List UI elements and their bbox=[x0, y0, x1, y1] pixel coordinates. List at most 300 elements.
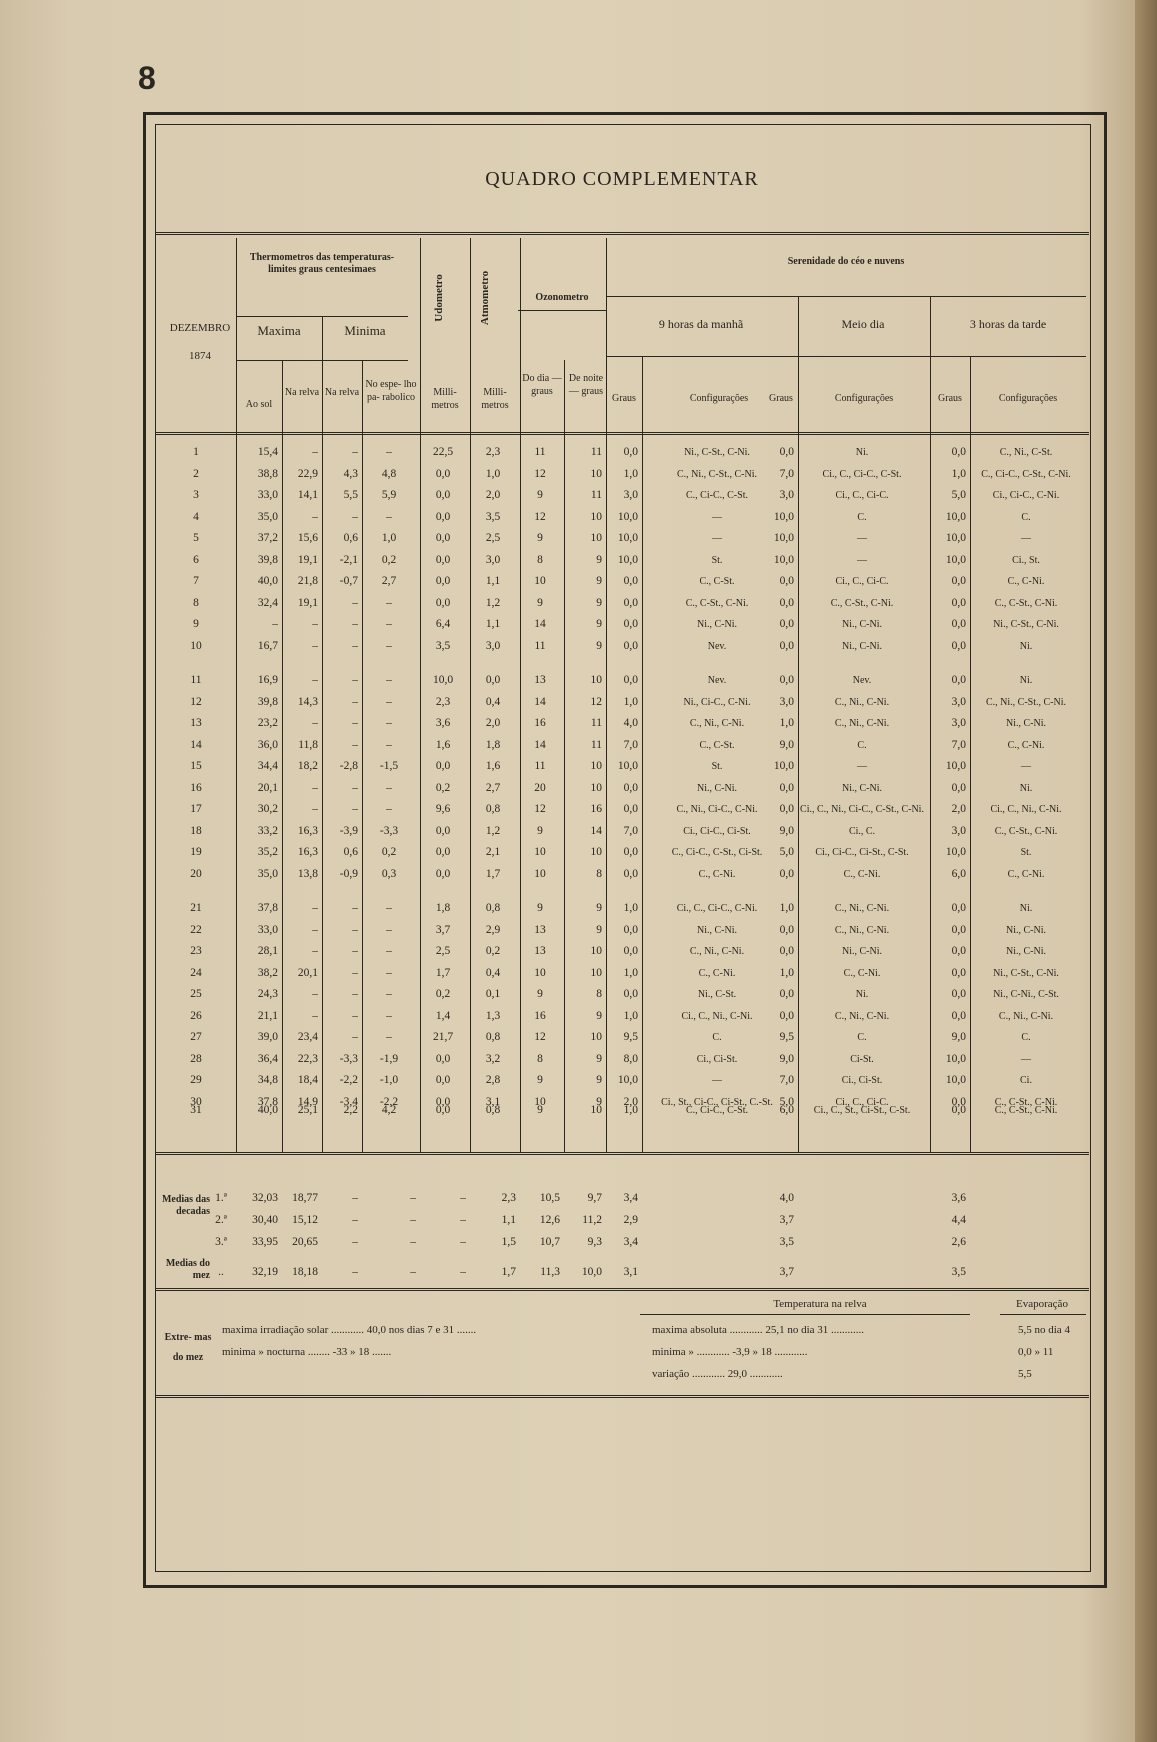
cell-na-relva-min: 2,2 bbox=[343, 1104, 358, 1116]
cell-udometro: 2,5 bbox=[435, 945, 451, 957]
cell-graus-3h: 9,0 bbox=[951, 1031, 966, 1043]
cell-na-relva-max: 22,3 bbox=[297, 1052, 318, 1065]
cell-udometro: 0,2 bbox=[435, 781, 451, 794]
cell-graus-12h: 10,0 bbox=[773, 553, 794, 566]
cell-day: 11 bbox=[190, 674, 202, 686]
cell-config-3h: — bbox=[1021, 533, 1031, 544]
cell-ao-sol: 35,0 bbox=[257, 867, 278, 880]
cell-atmometro: 0,2 bbox=[485, 945, 501, 957]
cell-atmometro: 0,8 bbox=[485, 1031, 501, 1043]
cell-config-9h: Ni., C-St., C-Ni. bbox=[684, 447, 750, 458]
cell-graus-12h: 9,0 bbox=[779, 824, 794, 837]
cell-na-relva-max: – bbox=[312, 945, 318, 957]
cell-graus-9h: 0,0 bbox=[623, 803, 638, 815]
cell-graus-9h: 10,0 bbox=[617, 532, 638, 544]
cell-graus-3h: 0,0 bbox=[951, 618, 966, 630]
cell-config-3h: C. bbox=[1021, 1032, 1031, 1043]
cell-ozono-dia: 14 bbox=[534, 695, 546, 708]
milli-atmo-header: Milli- metros bbox=[481, 387, 509, 411]
cell-graus-12h: 10,0 bbox=[773, 510, 794, 523]
cell-ozono-dia: 10 bbox=[534, 1095, 546, 1108]
cell-na-relva-max: 25,1 bbox=[297, 1104, 318, 1116]
medias-cell-udometro: – bbox=[460, 1236, 466, 1248]
cell-na-relva-min: – bbox=[352, 781, 358, 794]
cell-graus-9h: 9,5 bbox=[623, 1031, 638, 1043]
cell-na-relva-min: – bbox=[352, 945, 358, 957]
cell-no-espelho: -3,3 bbox=[379, 824, 399, 837]
cell-graus-3h: 0,0 bbox=[951, 674, 966, 686]
cell-day: 8 bbox=[193, 596, 199, 609]
cell-day: 17 bbox=[190, 803, 202, 815]
cell-ozono-noite: 11 bbox=[590, 446, 602, 458]
cell-config-3h: Ni., C-Ni. bbox=[1006, 946, 1046, 957]
cell-ozono-noite: 16 bbox=[590, 803, 602, 815]
cell-config-12h: — bbox=[857, 554, 867, 566]
cell-graus-9h: 1,0 bbox=[623, 1009, 638, 1022]
cell-config-9h: Ni., C-Ni. bbox=[697, 924, 737, 936]
medias-cell-na-relva-max: 15,12 bbox=[292, 1214, 318, 1226]
cell-day: 10 bbox=[190, 639, 202, 652]
rule bbox=[606, 356, 1086, 357]
cell-na-relva-min: 5,5 bbox=[343, 489, 358, 501]
cell-no-espelho: 1,0 bbox=[381, 532, 397, 544]
cell-na-relva-max: 13,8 bbox=[297, 867, 318, 880]
cell-ozono-noite: 10 bbox=[590, 1031, 602, 1043]
cell-na-relva-max: – bbox=[312, 639, 318, 652]
cell-na-relva-max: – bbox=[312, 674, 318, 686]
cell-na-relva-max: 19,1 bbox=[297, 553, 318, 566]
cell-ozono-dia: 10 bbox=[534, 966, 546, 979]
cell-ozono-noite: 9 bbox=[596, 1052, 602, 1065]
cell-ozono-noite: 12 bbox=[590, 695, 602, 708]
cell-graus-9h: 0,0 bbox=[623, 988, 638, 1000]
cell-na-relva-min: – bbox=[352, 988, 358, 1000]
udometro-header: Udometro bbox=[433, 274, 445, 322]
cell-config-3h: C., C-St., C-Ni. bbox=[994, 1105, 1058, 1116]
header-top-rule bbox=[155, 232, 1089, 235]
cell-day: 22 bbox=[190, 923, 202, 936]
cell-no-espelho: – bbox=[386, 717, 392, 729]
extremes-line2: minima » nocturna ........ -33 » 18 ....... bbox=[222, 1346, 392, 1358]
cell-graus-12h: 0,0 bbox=[779, 446, 794, 458]
cell-graus-9h: 2,0 bbox=[623, 1095, 638, 1108]
cell-ozono-dia: 13 bbox=[534, 945, 546, 957]
cell-graus-9h: 10,0 bbox=[617, 553, 638, 566]
cell-ao-sol: 38,2 bbox=[257, 966, 278, 979]
cell-atmometro: 2,3 bbox=[485, 446, 501, 458]
cell-graus-12h: 5,0 bbox=[779, 1095, 794, 1108]
cell-na-relva-min: – bbox=[352, 639, 358, 652]
cell-ozono-dia: 9 bbox=[537, 1074, 543, 1086]
cell-ozono-dia: 9 bbox=[537, 988, 543, 1000]
graus-9h-header: Graus bbox=[612, 393, 636, 404]
cell-day: 26 bbox=[190, 1009, 202, 1022]
medias-cell-no-espelho: – bbox=[410, 1236, 416, 1248]
cell-ozono-noite: 9 bbox=[596, 1009, 602, 1022]
header-bottom-rule bbox=[155, 432, 1089, 435]
cell-graus-9h: 0,0 bbox=[623, 575, 638, 587]
cell-graus-9h: 4,0 bbox=[623, 717, 638, 729]
medias-mez-label: Medias do mez bbox=[165, 1258, 210, 1281]
cell-day: 4 bbox=[193, 510, 199, 523]
cell-config-12h: Ci., Ci-St. bbox=[841, 1075, 883, 1086]
cell-ozono-noite: 14 bbox=[590, 824, 602, 837]
cell-graus-12h: 3,0 bbox=[779, 489, 794, 501]
cell-atmometro: 3,5 bbox=[485, 510, 501, 523]
cell-na-relva-min: -0,7 bbox=[339, 575, 358, 587]
cell-graus-3h: 0,0 bbox=[951, 988, 966, 1000]
cell-ozono-dia: 12 bbox=[534, 803, 546, 815]
cell-config-12h: C., Ni., C-Ni. bbox=[834, 696, 890, 708]
cell-ozono-dia: 20 bbox=[534, 781, 546, 794]
page-number: 8 bbox=[138, 60, 156, 96]
medias-cell-udometro: – bbox=[460, 1192, 466, 1204]
cell-na-relva-min: – bbox=[352, 803, 358, 815]
cell-config-9h: C. bbox=[712, 1032, 722, 1043]
cell-udometro: 0,2 bbox=[435, 988, 451, 1000]
cell-udometro: 3,7 bbox=[435, 923, 451, 936]
ao-sol-header: Ao sol bbox=[245, 399, 273, 410]
cell-graus-12h: 0,0 bbox=[779, 639, 794, 652]
cell-graus-12h: 1,0 bbox=[779, 717, 794, 729]
medias-cell-na-relva-min: – bbox=[352, 1236, 358, 1248]
cell-ozono-dia: 11 bbox=[534, 446, 546, 458]
cell-ao-sol: 40,0 bbox=[257, 575, 278, 587]
cell-no-espelho: – bbox=[386, 738, 392, 751]
medias-decadas-label: Medias das decadas bbox=[161, 1194, 210, 1217]
cell-graus-3h: 0,0 bbox=[951, 1095, 966, 1108]
rule bbox=[640, 1314, 970, 1315]
cell-graus-3h: 0,0 bbox=[951, 596, 966, 609]
cell-na-relva-max: 11,8 bbox=[298, 738, 318, 751]
days-bottom-rule bbox=[155, 1152, 1089, 1155]
cell-na-relva-max: – bbox=[312, 923, 318, 936]
cell-atmometro: 2,0 bbox=[485, 489, 501, 501]
cell-atmometro: 1,0 bbox=[485, 467, 501, 480]
thermo-group-header: Thermometros das temperaturas-limites graus centesimaes bbox=[249, 252, 395, 275]
cell-na-relva-min: – bbox=[352, 1031, 358, 1043]
cell-graus-9h: 1,0 bbox=[623, 695, 638, 708]
medias-cell-graus-12h: 3,7 bbox=[779, 1214, 794, 1226]
extremes-line3-b: variação ............ 29,0 ............ bbox=[652, 1368, 783, 1380]
cell-config-3h: C., C-St., C-Ni. bbox=[994, 1096, 1058, 1108]
cell-atmometro: 1,6 bbox=[485, 760, 501, 772]
cell-day: 20 bbox=[190, 867, 202, 880]
cell-config-3h: C. bbox=[1021, 511, 1031, 523]
cell-config-9h: C., C-St. bbox=[699, 739, 735, 751]
cell-graus-3h: 10,0 bbox=[945, 1074, 966, 1086]
cell-config-3h: Ni. bbox=[1019, 903, 1033, 914]
cell-graus-9h: 10,0 bbox=[617, 510, 638, 523]
cell-udometro: 0,0 bbox=[435, 467, 451, 480]
cell-na-relva-min: 0,6 bbox=[343, 532, 358, 544]
cell-config-3h: Ni., C-Ni. bbox=[1006, 718, 1046, 729]
cell-no-espelho: – bbox=[386, 695, 392, 708]
extremes-line3-c: 5,5 bbox=[1018, 1368, 1032, 1380]
medias-cell-atmometro: 2,3 bbox=[501, 1192, 516, 1204]
cell-ozono-noite: 9 bbox=[596, 1095, 602, 1108]
cell-config-12h: C., Ni., C-Ni. bbox=[834, 1010, 890, 1022]
cell-config-3h: — bbox=[1021, 761, 1031, 772]
cell-config-9h: Ni., C-Ni. bbox=[697, 619, 737, 630]
cell-graus-3h: 10,0 bbox=[945, 510, 966, 523]
cell-day: 3 bbox=[193, 489, 199, 501]
cell-config-9h: Ci., St., Ci-C., Ci-St., C.-St. bbox=[661, 1096, 773, 1108]
cell-graus-3h: 0,0 bbox=[951, 575, 966, 587]
cell-graus-9h: 3,0 bbox=[623, 489, 638, 501]
cell-day: 27 bbox=[190, 1031, 202, 1043]
cell-atmometro: 1,2 bbox=[485, 596, 501, 609]
cell-na-relva-max: 16,3 bbox=[297, 824, 318, 837]
cell-no-espelho: – bbox=[386, 988, 392, 1000]
cell-config-3h: Ni., C-St., C-Ni. bbox=[993, 967, 1059, 979]
cell-config-9h: C., Ni., Ci-C., C-Ni. bbox=[676, 804, 758, 815]
ozonometro-header: Ozonometro bbox=[535, 292, 589, 303]
cell-config-12h: Ci., C., Ci-C. bbox=[835, 1096, 889, 1108]
medias-cell-na-relva-min: – bbox=[352, 1192, 358, 1204]
cell-no-espelho: – bbox=[386, 902, 392, 914]
cell-ozono-noite: 10 bbox=[590, 781, 602, 794]
rule bbox=[606, 296, 1086, 297]
cell-day: 29 bbox=[190, 1074, 202, 1086]
medias-cell-graus-9h: 3,4 bbox=[623, 1192, 638, 1204]
cell-config-3h: Ni., C-Ni. bbox=[1006, 924, 1046, 936]
medias-cell-graus-3h: 3,5 bbox=[951, 1266, 966, 1278]
medias-cell-graus-3h: 4,4 bbox=[951, 1214, 966, 1226]
medias-cell-graus-9h: 3,1 bbox=[623, 1266, 638, 1278]
cell-ozono-dia: 10 bbox=[534, 846, 546, 858]
cell-udometro: 3,5 bbox=[435, 639, 451, 652]
cell-ozono-dia: 9 bbox=[537, 824, 543, 837]
medias-cell-ao-sol: 30,40 bbox=[252, 1214, 278, 1226]
cell-na-relva-min: – bbox=[352, 596, 358, 609]
cell-day: 5 bbox=[193, 532, 199, 544]
cell-no-espelho: -1,9 bbox=[379, 1052, 399, 1065]
cell-config-12h: Ni., C-Ni. bbox=[842, 782, 882, 794]
medias-cell-ozono-noite: 11,2 bbox=[582, 1214, 602, 1226]
cell-config-3h: Ni. bbox=[1019, 782, 1033, 794]
cell-config-9h: C., C-Ni. bbox=[698, 868, 736, 880]
extremes-line1-b: maxima absoluta ............ 25,1 no dia 31 ............ bbox=[652, 1324, 865, 1336]
cell-ao-sol: 16,7 bbox=[257, 639, 278, 652]
cell-ozono-noite: 9 bbox=[596, 553, 602, 566]
cell-ozono-dia: 13 bbox=[534, 674, 546, 686]
rule bbox=[518, 310, 606, 311]
cell-config-9h: Ci., Ci-St. bbox=[696, 1053, 738, 1065]
cell-ozono-noite: 11 bbox=[590, 738, 602, 751]
maxima-header: Maxima bbox=[257, 323, 301, 338]
graus-3h-header: Graus bbox=[938, 393, 962, 404]
cell-udometro: 3,6 bbox=[435, 717, 451, 729]
cell-na-relva-max: 16,3 bbox=[297, 846, 318, 858]
cell-graus-12h: 9,5 bbox=[779, 1031, 794, 1043]
cell-atmometro: 0,4 bbox=[485, 695, 501, 708]
cell-config-9h: St. bbox=[711, 554, 723, 566]
cell-udometro: 0,0 bbox=[435, 489, 451, 501]
cell-atmometro: 1,1 bbox=[485, 618, 501, 630]
cell-na-relva-max: 19,1 bbox=[297, 596, 318, 609]
cell-config-3h: — bbox=[1021, 1053, 1031, 1065]
cell-ao-sol: 16,9 bbox=[257, 674, 278, 686]
cell-ao-sol: 36,0 bbox=[257, 738, 278, 751]
cell-na-relva-min: – bbox=[352, 902, 358, 914]
medias-cell-udometro: – bbox=[460, 1214, 466, 1226]
cell-graus-12h: 9,0 bbox=[779, 738, 794, 751]
cell-day: 15 bbox=[190, 760, 202, 772]
cell-ozono-noite: 11 bbox=[590, 489, 602, 501]
config-9h-header: Configurações bbox=[689, 393, 749, 404]
cell-na-relva-max: 18,4 bbox=[297, 1074, 318, 1086]
cell-na-relva-max: – bbox=[312, 988, 318, 1000]
cell-ozono-noite: 9 bbox=[596, 618, 602, 630]
cell-graus-9h: 0,0 bbox=[623, 923, 638, 936]
config-12h-header: Configurações bbox=[834, 393, 894, 404]
cell-config-12h: C., C-St., C-Ni. bbox=[830, 597, 894, 609]
cell-ozono-dia: 13 bbox=[534, 923, 546, 936]
cell-config-12h: Ci., C., Ni., Ci-C., C-St., C-Ni. bbox=[800, 804, 924, 815]
cell-day: 28 bbox=[190, 1052, 202, 1065]
cell-udometro: 1,7 bbox=[435, 966, 451, 979]
cell-config-3h: C., C-St., C-Ni. bbox=[994, 597, 1058, 609]
cell-no-espelho: – bbox=[386, 1009, 392, 1022]
cell-graus-3h: 0,0 bbox=[951, 781, 966, 794]
cell-graus-9h: 8,0 bbox=[623, 1052, 638, 1065]
cell-na-relva-min: -2,2 bbox=[339, 1074, 358, 1086]
tres-horas-header: 3 horas da tarde bbox=[969, 317, 1047, 331]
cell-atmometro: 3,0 bbox=[485, 553, 501, 566]
extremes-line2-b: minima » ............ -3,9 » 18 ............ bbox=[652, 1346, 808, 1358]
cell-ao-sol: 33,0 bbox=[257, 489, 278, 501]
cell-config-9h: C., Ni., C-Ni. bbox=[689, 718, 745, 729]
cell-graus-3h: 0,0 bbox=[951, 945, 966, 957]
cell-no-espelho: -1,0 bbox=[379, 1074, 399, 1086]
cell-ao-sol: 34,8 bbox=[257, 1074, 278, 1086]
cell-config-12h: Ni., C-Ni. bbox=[842, 946, 882, 957]
cell-config-3h: Ni. bbox=[1019, 675, 1033, 686]
cell-day: 23 bbox=[190, 945, 202, 957]
cell-graus-12h: 7,0 bbox=[779, 467, 794, 480]
cell-udometro: 0,0 bbox=[435, 1074, 451, 1086]
cell-ao-sol: 37,8 bbox=[257, 902, 278, 914]
na-relva-min-header: Na relva bbox=[324, 387, 360, 398]
cell-day: 24 bbox=[190, 966, 202, 979]
cell-graus-12h: 0,0 bbox=[779, 1009, 794, 1022]
cell-config-9h: Ci., C., Ci-C., C-Ni. bbox=[676, 903, 758, 914]
cell-udometro: 0,0 bbox=[435, 510, 451, 523]
cell-config-3h: Ni., C-Ni., C-St. bbox=[993, 989, 1059, 1000]
cell-ao-sol: 30,2 bbox=[257, 803, 278, 815]
cell-graus-3h: 10,0 bbox=[945, 846, 966, 858]
cell-atmometro: 0,1 bbox=[485, 988, 501, 1000]
medias-bottom-rule bbox=[155, 1288, 1089, 1291]
cell-config-9h: C., C-Ni. bbox=[698, 967, 736, 979]
cell-config-12h: Ni. bbox=[855, 447, 869, 458]
cell-udometro: 0,0 bbox=[435, 846, 451, 858]
cell-na-relva-max: – bbox=[312, 902, 318, 914]
cell-na-relva-min: – bbox=[352, 618, 358, 630]
cell-graus-12h: 0,0 bbox=[779, 674, 794, 686]
cell-atmometro: 2,8 bbox=[485, 1074, 501, 1086]
cell-graus-12h: 3,0 bbox=[779, 695, 794, 708]
do-dia-header: Do dia — graus bbox=[522, 373, 562, 397]
cell-config-3h: C., Ni., C-St. bbox=[999, 447, 1053, 458]
cell-no-espelho: – bbox=[386, 1031, 392, 1043]
cell-atmometro: 1,1 bbox=[485, 575, 501, 587]
medias-cell-udometro: – bbox=[460, 1266, 466, 1278]
medias-cell-no-espelho: – bbox=[410, 1266, 416, 1278]
cell-na-relva-min: 0,6 bbox=[343, 846, 358, 858]
cell-na-relva-min: – bbox=[352, 446, 358, 458]
cell-config-3h: C., Ci-C., C-St., C-Ni. bbox=[981, 468, 1071, 480]
table-title: QUADRO COMPLEMENTAR bbox=[485, 168, 759, 190]
cell-config-9h: C., Ci-C., C-St., Ci-St. bbox=[671, 847, 763, 858]
cell-config-12h: Ni., C-Ni. bbox=[842, 619, 882, 630]
cell-ozono-noite: 9 bbox=[596, 575, 602, 587]
cell-day: 6 bbox=[193, 553, 199, 566]
temp-relva-header: Temperatura na relva bbox=[773, 1298, 867, 1310]
cell-ozono-dia: 11 bbox=[534, 639, 546, 652]
cell-graus-3h: 0,0 bbox=[951, 639, 966, 652]
cell-ozono-noite: 8 bbox=[596, 988, 602, 1000]
cell-ozono-dia: 14 bbox=[534, 618, 546, 630]
cell-atmometro: 2,5 bbox=[485, 532, 501, 544]
cell-ao-sol: 39,0 bbox=[257, 1031, 278, 1043]
cell-no-espelho: 0,2 bbox=[381, 846, 397, 858]
cell-graus-9h: 10,0 bbox=[617, 1074, 638, 1086]
extremas-label: Extre- mas do mez bbox=[164, 1332, 212, 1363]
cell-ozono-noite: 9 bbox=[596, 1074, 602, 1086]
cell-udometro: 1,8 bbox=[435, 902, 451, 914]
medias-cell-na-relva-max: 20,65 bbox=[292, 1236, 318, 1248]
cell-ao-sol: 38,8 bbox=[257, 467, 278, 480]
cell-ao-sol: 39,8 bbox=[257, 695, 278, 708]
medias-cell-ao-sol: 32,19 bbox=[252, 1266, 278, 1278]
cell-ao-sol: 36,4 bbox=[257, 1052, 278, 1065]
na-relva-max-header: Na relva bbox=[284, 387, 320, 398]
cell-na-relva-min: -3,9 bbox=[339, 824, 358, 837]
cell-atmometro: 2,7 bbox=[485, 781, 501, 794]
cell-graus-9h: 0,0 bbox=[623, 674, 638, 686]
cell-ao-sol: 20,1 bbox=[257, 781, 278, 794]
cell-graus-3h: 2,0 bbox=[951, 803, 966, 815]
medias-cell-na-relva-max: 18,77 bbox=[292, 1192, 318, 1204]
cell-atmometro: 0,8 bbox=[485, 1104, 501, 1116]
cell-graus-3h: 5,0 bbox=[951, 489, 966, 501]
cell-no-espelho: -2,2 bbox=[379, 1095, 399, 1108]
cell-no-espelho: – bbox=[386, 639, 392, 652]
cell-na-relva-min: -3,4 bbox=[339, 1095, 358, 1108]
cell-day: 16 bbox=[190, 781, 202, 794]
extremes-line1-c: 5,5 no dia 4 bbox=[1018, 1324, 1070, 1336]
medias-cell-decada: 2.ª bbox=[215, 1214, 227, 1226]
cell-na-relva-max: – bbox=[312, 803, 318, 815]
cell-config-12h: Ci-St. bbox=[850, 1053, 874, 1065]
cell-atmometro: 1,8 bbox=[485, 738, 501, 751]
cell-graus-9h: 0,0 bbox=[623, 867, 638, 880]
cell-udometro: 0,0 bbox=[435, 596, 451, 609]
cell-config-12h: C., Ni., C-Ni. bbox=[834, 718, 890, 729]
cell-config-12h: Ci., C., St., Ci-St., C-St. bbox=[813, 1105, 911, 1116]
medias-cell-ozono-dia: 10,7 bbox=[539, 1236, 560, 1248]
cell-no-espelho: 4,2 bbox=[381, 1104, 397, 1116]
cell-config-3h: C., Ni., C-Ni. bbox=[998, 1010, 1054, 1022]
cell-na-relva-max: 14,9 bbox=[297, 1095, 318, 1108]
cell-na-relva-min: – bbox=[352, 695, 358, 708]
cell-graus-12h: 0,0 bbox=[779, 618, 794, 630]
medias-cell-ozono-dia: 12,6 bbox=[539, 1214, 560, 1226]
cell-udometro: 2,3 bbox=[435, 695, 451, 708]
cell-na-relva-min: – bbox=[352, 966, 358, 979]
